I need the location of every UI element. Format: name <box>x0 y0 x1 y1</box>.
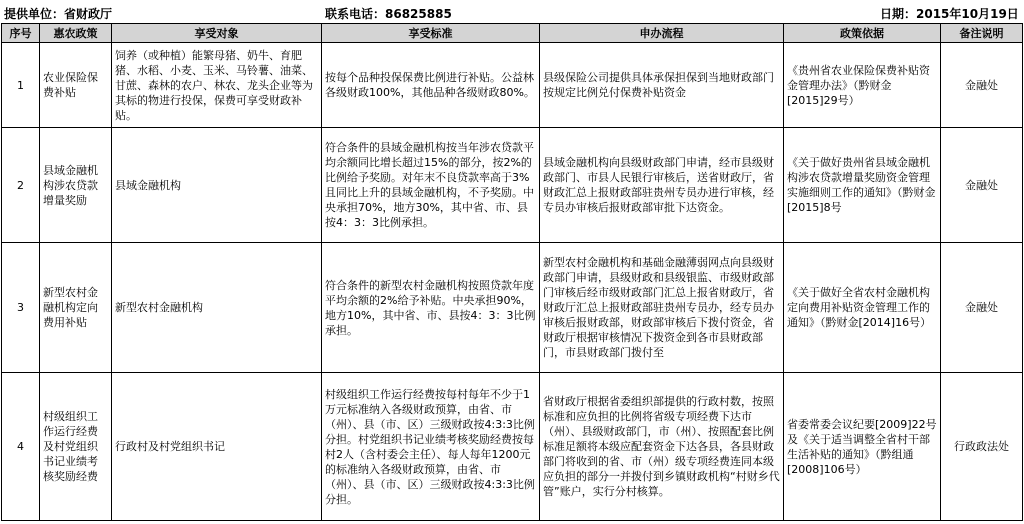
row-process-text: 县域金融机构向县级财政部门申请，经市县级财政部门、市县人民银行审核后，送省财政厅，省财政汇总上报财政部驻贵州专员办进行审核，经专员办审核后报财政部审批下达资金。 <box>543 156 774 214</box>
row-policy: 农业保险保费补贴 <box>40 43 112 128</box>
row-standard <box>322 43 540 128</box>
row-target <box>112 243 322 373</box>
row-target <box>112 128 322 243</box>
table-row <box>2 243 1023 373</box>
row-process-text: 省财政厅根据省委组织部提供的行政村数，按照标准和应负担的比例将省级专项经费下达市（州）、县级财政部门，市（州）、按照配套比例标准足额将本级应配套资金下达各县，各县财政部门将收到的省、市（州）级专项经费连同本级应负担的部分一并拨付到乡镇财政机构“村财乡代管”账户，实行分村核算。 <box>543 395 780 498</box>
col-header-no: 序号 <box>2 24 40 43</box>
row-basis <box>784 128 941 243</box>
row-target <box>112 373 322 521</box>
row-policy: 新型农村金融机构定向费用补贴 <box>40 243 112 373</box>
row-standard-text: 符合条件的新型农村金融机构按照贷款年度平均余额的2%给予补贴。中央承担90%，地方10%，其中省、市、县按4：3：3比例承担。 <box>325 278 536 337</box>
report-date: 日期：2015年10月19日 <box>880 7 1019 21</box>
col-header-basis: 政策依据 <box>784 24 941 43</box>
col-header-standard: 享受标准 <box>322 24 540 43</box>
row-target-text: 饲养（或种植）能繁母猪、奶牛、育肥猪、水稻、小麦、玉米、马铃薯、油菜、甘蔗、森林的农户、林农、龙头企业等为其标的物进行投保，保费可享受财政补贴。 <box>115 48 313 122</box>
col-header-process: 申办流程 <box>540 24 784 43</box>
row-process <box>540 43 784 128</box>
row-basis-text: 省委常委会议纪要[2009]22号及《关于适当调整全省村干部生活补贴的通知》（黔组通[2008]106号） <box>787 417 937 476</box>
row-process-text: 县级保险公司提供具体承保担保到当地财政部门按规定比例兑付保费补贴资金 <box>543 71 774 99</box>
table-row <box>2 128 1023 243</box>
row-no: 3 <box>2 243 40 373</box>
row-remark: 金融处 <box>941 43 1023 128</box>
row-standard <box>322 373 540 521</box>
row-target-text: 行政村及村党组织书记 <box>115 440 225 453</box>
report-header <box>0 0 1024 24</box>
table-row <box>2 373 1023 521</box>
provider-unit: 提供单位：省财政厅 <box>4 7 113 21</box>
row-standard-text: 村级组织工作运行经费按每村每年不少于1万元标准纳入各级财政预算，由省、市（州）、县（市、区）三级财政按4:3:3比例分担。村党组织书记业绩考核奖励经费按每村2人（含村委会主任）、每人每年1200元的标准纳入各级财政预算，由省、市（州）、县（市、区）三级财政按4:3:3比例分担。 <box>325 387 535 506</box>
row-process <box>540 373 784 521</box>
row-remark: 金融处 <box>941 128 1023 243</box>
table-row <box>2 43 1023 128</box>
row-standard <box>322 128 540 243</box>
row-remark: 金融处 <box>941 243 1023 373</box>
row-policy: 村级组织工作运行经费及村党组织书记业绩考核奖励经费 <box>40 373 112 521</box>
row-basis <box>784 243 941 373</box>
row-target-text: 新型农村金融机构 <box>115 301 203 314</box>
row-process <box>540 128 784 243</box>
row-basis-text: 《贵州省农业保险保费补贴资金管理办法》（黔财金[2015]29号） <box>787 63 930 107</box>
row-basis-text: 《关于做好全省农村金融机构定向费用补贴资金管理工作的通知》（黔财金[2014]16号） <box>787 286 932 329</box>
policy-table <box>1 23 1023 521</box>
col-header-remark: 备注说明 <box>941 24 1023 43</box>
col-header-policy: 惠农政策 <box>40 24 112 43</box>
row-no: 4 <box>2 373 40 521</box>
row-basis <box>784 43 941 128</box>
row-standard-text: 符合条件的县域金融机构按当年涉农贷款平均余额同比增长超过15%的部分，按2%的比例给予奖励。对年末不良贷款率高于3%且同比上升的县域金融机构，不予奖励。中央承担70%，地方30%，其中省、市、县按4：3：3比例承担。 <box>325 141 534 229</box>
row-policy: 县域金融机构涉农贷款增量奖励 <box>40 128 112 243</box>
row-target <box>112 43 322 128</box>
row-standard <box>322 243 540 373</box>
row-no: 2 <box>2 128 40 243</box>
row-process-text: 新型农村金融机构和基础金融薄弱网点向县级财政部门申请，县级财政和县级银监、市级财政部门审核后经市级财政部门汇总上报省财政厅，省财政厅汇总上报财政部驻贵州专员办，经专员办审核后报财政部，财政部审核后下拨付资金，省财政厅根据审核情况下拨资金到各市县财政部门，市县财政部门拨付至 <box>543 256 774 359</box>
row-basis-text: 《关于做好贵州省县域金融机构涉农贷款增量奖励资金管理实施细则工作的通知》（黔财金[2015]8号 <box>787 156 936 214</box>
row-no: 1 <box>2 43 40 128</box>
col-header-target: 享受对象 <box>112 24 322 43</box>
contact-phone: 联系电话：86825885 <box>325 7 452 21</box>
row-remark: 行政政法处 <box>941 373 1023 521</box>
row-basis <box>784 373 941 521</box>
row-process <box>540 243 784 373</box>
row-standard-text: 按每个品种投保保费比例进行补贴。公益林各级财政100%，其他品种各级财政80%。 <box>325 71 535 99</box>
table-header-row <box>2 24 1023 43</box>
row-target-text: 县域金融机构 <box>115 178 181 192</box>
